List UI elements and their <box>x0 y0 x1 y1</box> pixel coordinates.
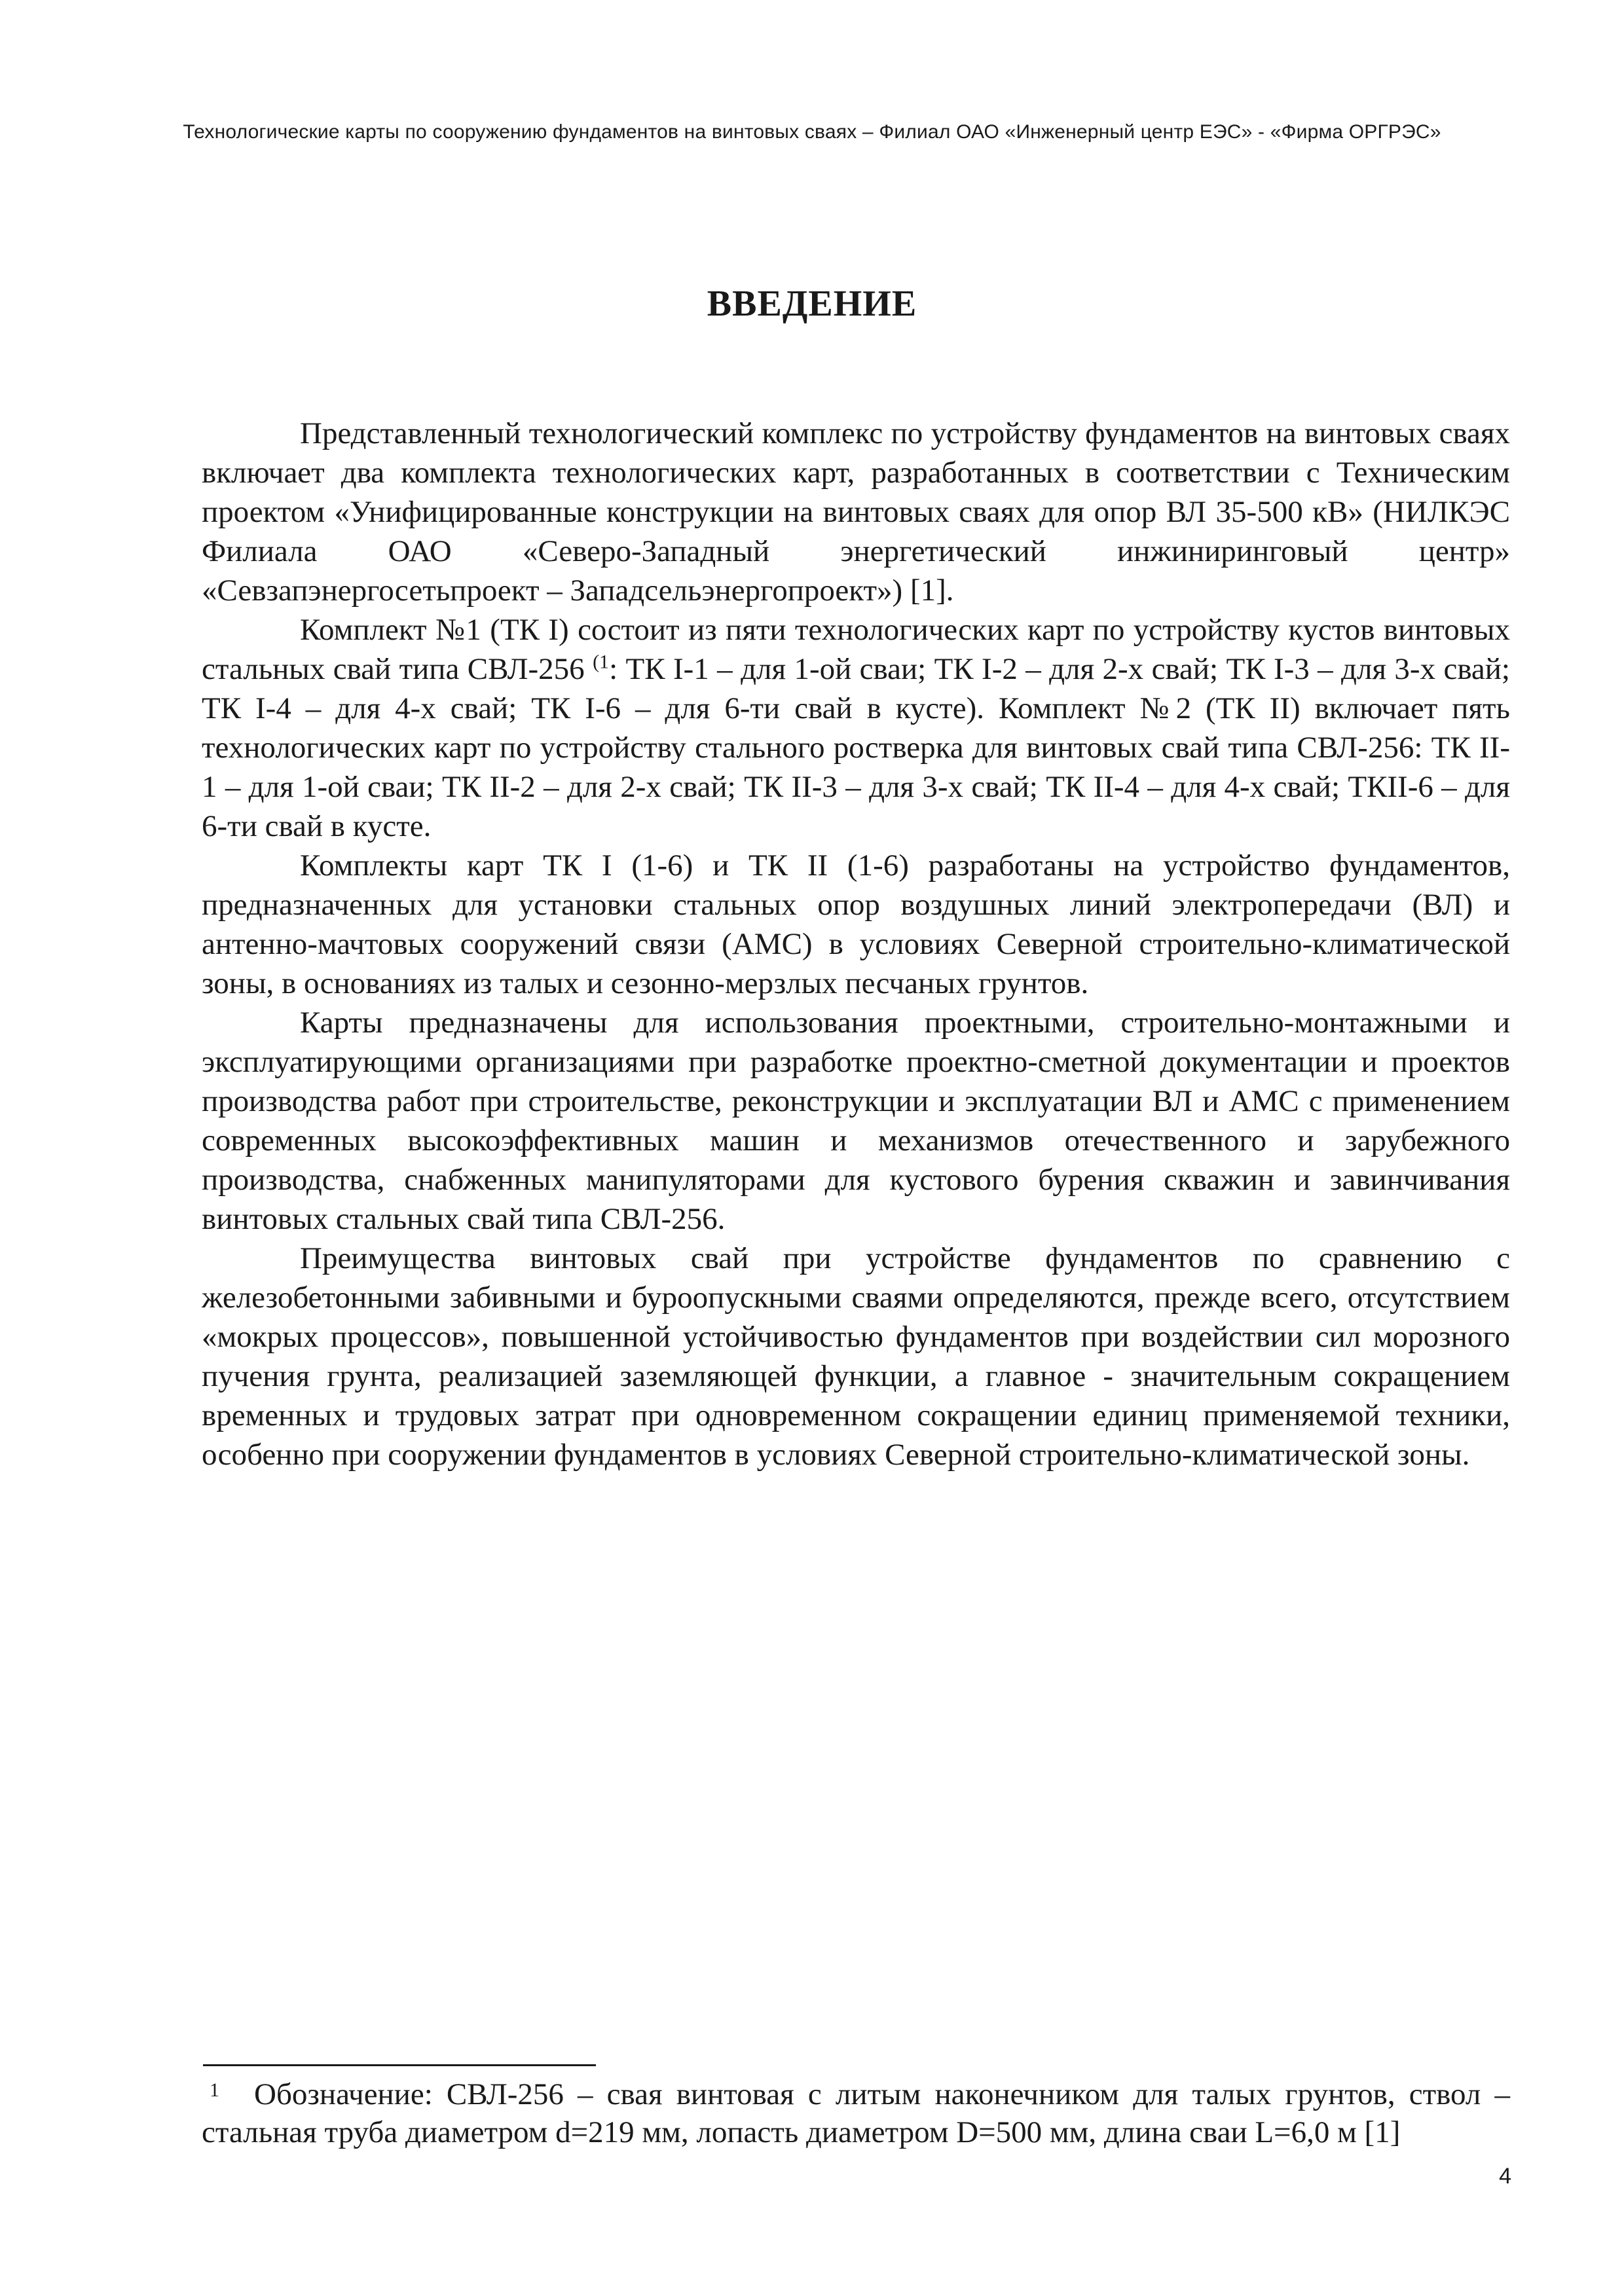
footnote-reference[interactable]: (1 <box>593 651 610 673</box>
page-number: 4 <box>1499 2164 1511 2189</box>
footnote <box>202 2075 1510 2151</box>
paragraph-3: Комплекты карт ТК I (1-6) и ТК II (1-6) разработаны на устройство фундаментов, предназначенных для установки стальных опор воздушных линий электропередачи (ВЛ) и антенно-мачтовых сооружений связи (АМС) в условиях Северной строительно-климатической зоны, в основаниях из талых и сезонно-мерзлых песчаных грунтов. <box>202 848 1510 1000</box>
paragraph-1: Представленный технологический комплекс по устройству фундаментов на винтовых сваях включает два комплекта технологических карт, разработанных в соответствии с Техническим проектом «Унифицированные конструкции на винтовых сваях для опор ВЛ 35-500 кВ» (НИЛКЭС Филиала ОАО «Северо-Западный энергетический инжиниринговый центр» «Севзапэнергосетьпроект – Западсельэнергопроект») [1]. <box>202 416 1510 608</box>
paragraph-2-text-start: Комплект №1 (ТК I) состоит из пяти технологических карт по устройству кустов винтовых стальных свай типа СВЛ-256 <box>202 613 1510 686</box>
page-title: ВВЕДЕНИЕ <box>707 283 917 324</box>
running-header: Технологические карты по сооружению фундаментов на винтовых сваях – Филиал ОАО «Инженерный центр ЕЭС» - «Фирма ОРГРЭС» <box>183 121 1441 143</box>
paragraph-2 <box>202 610 1510 846</box>
body-text <box>202 414 1510 1474</box>
paragraph-5: Преимущества винтовых свай при устройстве фундаментов по сравнению с железобетонными забивными и буроопускными сваями определяются, прежде всего, отсутствием «мокрых процессов», повышенной устойчивостью фундаментов при воздействии сил морозного пучения грунта, реализацией заземляющей функции, а главное - значительным сокращением временных и трудовых затрат при одновременном сокращении единиц применяемой техники, особенно при сооружении фундаментов в условиях Северной строительно-климатической зоны. <box>202 1241 1510 1472</box>
footnote-mark: 1 <box>210 2079 219 2101</box>
paragraph-2-text-end: : ТК I-1 – для 1-ой сваи; ТК I-2 – для 2-х свай; ТК I-3 – для 3-х свай; ТК I-4 – для 4-х свай; ТК I-6 – для 6-ти свай в кусте). Комплект №2 (ТК II) включает пять технологических карт по устройству стального ростверка для винтовых свай типа СВЛ-256: ТК II-1 – для 1-ой сваи; ТК II-2 – для 2-х свай; ТК II-3 – для 3-х свай; ТК II-4 – для 4-х свай; ТКII-6 – для 6-ти свай в кусте. <box>202 652 1510 843</box>
footnote-text: Обозначение: СВЛ-256 – свая винтовая с литым наконечником для талых грунтов, ствол – стальная труба диаметром d=219 мм, лопасть диаметром D=500 мм, длина сваи L=6,0 м [1] <box>202 2077 1510 2149</box>
paragraph-4: Карты предназначены для использования проектными, строительно-монтажными и эксплуатирующими организациями при разработке проектно-сметной документации и проектов производства работ при строительстве, реконструкции и эксплуатации ВЛ и АМС с применением современных высокоэффективных машин и механизмов отечественного и зарубежного производства, снабженных манипуляторами для кустового бурения скважин и завинчивания винтовых стальных свай типа СВЛ-256. <box>202 1006 1510 1236</box>
footnote-separator <box>203 2064 596 2066</box>
